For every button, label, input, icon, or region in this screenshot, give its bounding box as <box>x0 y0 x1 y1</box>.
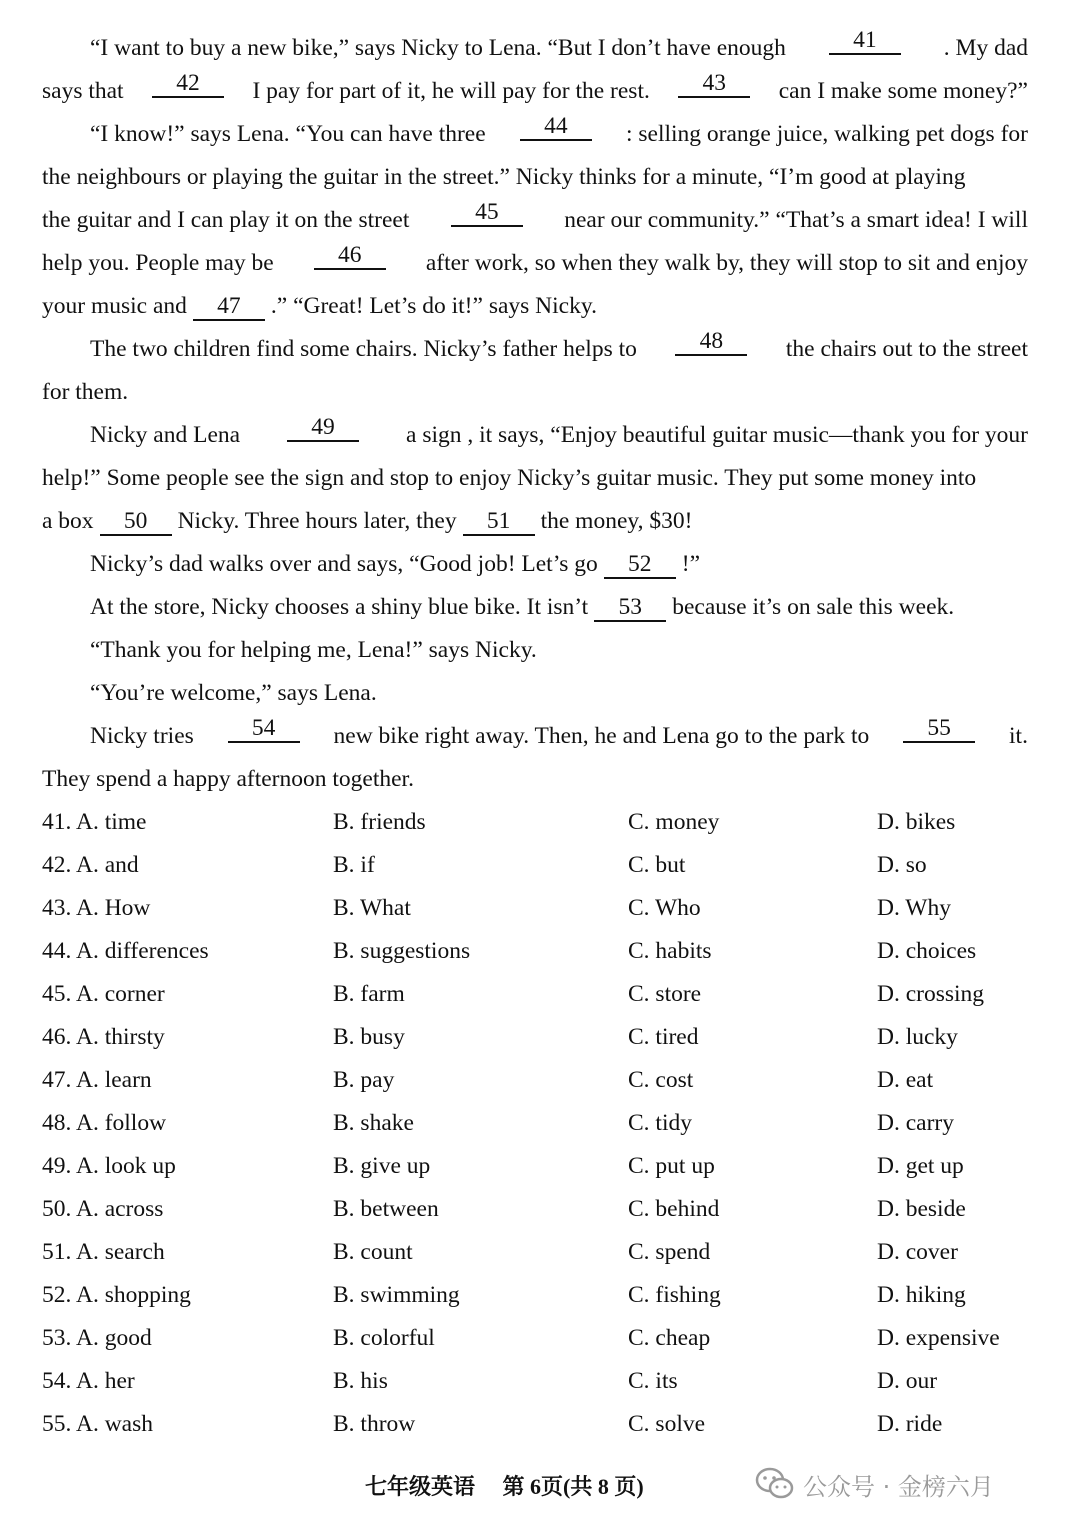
option-b: B. between <box>333 1196 439 1222</box>
blank-49: 49 <box>287 414 359 442</box>
option-c: C. behind <box>628 1196 720 1222</box>
option-a-cell <box>42 844 139 887</box>
option-b: B. give up <box>333 1153 431 1179</box>
passage-text: “You’re welcome,” says Lena. <box>90 680 377 706</box>
question-row-41 <box>42 801 1032 844</box>
option-c: C. habits <box>628 938 712 964</box>
passage-text: help you. People may be <box>42 250 274 276</box>
passage-text: They spend a happy afternoon together. <box>42 766 414 792</box>
passage-line <box>42 27 1028 70</box>
option-c: C. but <box>628 852 686 878</box>
passage-text: after work, so when they walk by, they will stop to sit and enjoy <box>425 250 1028 276</box>
option-b-cell <box>333 1059 394 1102</box>
option-b: B. pay <box>333 1067 395 1093</box>
question-number: 44. <box>42 938 72 964</box>
footer-subject: 七年级英语 <box>365 1474 476 1499</box>
option-c: C. its <box>628 1368 678 1394</box>
question-row-50 <box>42 1188 1032 1231</box>
option-a-cell <box>42 801 146 844</box>
option-b-cell <box>333 1360 388 1403</box>
passage-line <box>42 500 1028 543</box>
passage-text: your music and <box>42 293 187 319</box>
question-row-51 <box>42 1231 1032 1274</box>
question-row-43 <box>42 887 1032 930</box>
option-a: A. thirsty <box>75 1024 165 1050</box>
option-d: D. Why <box>877 895 951 921</box>
option-a-cell <box>42 1274 191 1317</box>
option-a-cell <box>42 1016 165 1059</box>
passage-text: . My dad <box>943 35 1028 61</box>
option-b: B. throw <box>333 1411 416 1437</box>
question-number: 53. <box>42 1325 72 1351</box>
option-d-cell <box>877 1188 966 1231</box>
option-c: C. cheap <box>628 1325 711 1351</box>
blank-51: 51 <box>463 508 535 536</box>
passage-text: a box <box>42 508 94 534</box>
passage-line <box>42 156 1028 199</box>
option-b: B. busy <box>333 1024 405 1050</box>
blank-52: 52 <box>604 551 676 579</box>
option-a: A. time <box>75 809 147 835</box>
option-b: B. his <box>333 1368 388 1394</box>
question-row-52 <box>42 1274 1032 1317</box>
passage-line <box>42 672 1028 715</box>
blank-44: 44 <box>520 113 592 141</box>
blank-46: 46 <box>314 242 386 270</box>
question-number: 45. <box>42 981 72 1007</box>
option-a-cell <box>42 1145 176 1188</box>
passage-line <box>42 758 1028 801</box>
option-d-cell <box>877 1016 958 1059</box>
blank-41: 41 <box>829 27 901 55</box>
option-d: D. beside <box>877 1196 966 1222</box>
option-a: A. across <box>75 1196 164 1222</box>
option-b-cell <box>333 844 375 887</box>
option-c-cell <box>628 1360 678 1403</box>
option-a: A. search <box>75 1239 165 1265</box>
option-c: C. spend <box>628 1239 711 1265</box>
option-b-cell <box>333 1145 430 1188</box>
blank-48: 48 <box>675 328 747 356</box>
option-a: A. How <box>75 895 151 921</box>
option-b-cell <box>333 1274 460 1317</box>
passage-line <box>42 586 1028 629</box>
passage-text: the neighbours or playing the guitar in the street.” Nicky thinks for a minute, “I’m good at playing <box>42 164 966 190</box>
option-b-cell <box>333 1231 413 1274</box>
passage-line <box>42 371 1028 414</box>
option-d-cell <box>877 930 976 973</box>
passage-line <box>42 629 1028 672</box>
question-row-44 <box>42 930 1032 973</box>
question-row-54 <box>42 1360 1032 1403</box>
option-c: C. store <box>628 981 702 1007</box>
option-b-cell <box>333 801 426 844</box>
footer-page-number: 第 6页(共 8 页) <box>502 1474 644 1499</box>
blank-50: 50 <box>100 508 172 536</box>
option-d-cell <box>877 1059 933 1102</box>
option-a: A. learn <box>75 1067 152 1093</box>
option-d: D. eat <box>877 1067 934 1093</box>
option-a: A. shopping <box>75 1282 191 1308</box>
option-d-cell <box>877 1274 966 1317</box>
option-c: C. money <box>628 809 720 835</box>
option-a-cell <box>42 1403 153 1446</box>
question-row-48 <box>42 1102 1032 1145</box>
option-a: A. good <box>75 1325 152 1351</box>
option-c-cell <box>628 1102 692 1145</box>
passage-text: says that <box>42 78 124 104</box>
option-d-cell <box>877 1403 942 1446</box>
passage-line <box>42 715 1028 758</box>
option-c-cell <box>628 887 701 930</box>
option-d: D. carry <box>877 1110 954 1136</box>
question-number: 51. <box>42 1239 72 1265</box>
option-b-cell <box>333 1188 439 1231</box>
option-c: C. fishing <box>628 1282 721 1308</box>
option-d: D. cover <box>877 1239 958 1265</box>
passage-text: because it’s on sale this week. <box>672 594 955 620</box>
option-d-cell <box>877 1145 964 1188</box>
passage-text: the guitar and I can play it on the street <box>42 207 410 233</box>
option-c-cell <box>628 1231 710 1274</box>
passage-text: the money, $30! <box>540 508 693 534</box>
option-d: D. expensive <box>877 1325 1000 1351</box>
passage-line <box>42 414 1028 457</box>
passage-text: Nicky tries <box>90 723 194 749</box>
option-a: A. differences <box>75 938 209 964</box>
blank-43: 43 <box>678 70 750 98</box>
option-a-cell <box>42 1102 166 1145</box>
option-d: D. bikes <box>877 809 956 835</box>
option-d-cell <box>877 1317 1000 1360</box>
option-a-cell <box>42 930 209 973</box>
question-number: 43. <box>42 895 72 921</box>
passage-text: for them. <box>42 379 129 405</box>
question-number: 42. <box>42 852 72 878</box>
option-c: C. Who <box>628 895 701 921</box>
passage-text: “I want to buy a new bike,” says Nicky to Lena. “But I don’t have enough <box>90 35 786 61</box>
option-c-cell <box>628 1188 719 1231</box>
option-a-cell <box>42 1188 163 1231</box>
option-b-cell <box>333 930 470 973</box>
passage-line <box>42 457 1028 500</box>
option-d: D. so <box>877 852 927 878</box>
passage-text: can I make some money?” <box>778 78 1028 104</box>
question-number: 46. <box>42 1024 72 1050</box>
passage-text: Nicky. Three hours later, they <box>177 508 457 534</box>
question-number: 41. <box>42 809 72 835</box>
option-a: A. her <box>75 1368 135 1394</box>
page-footer <box>365 1467 644 1507</box>
option-a-cell <box>42 1317 152 1360</box>
question-number: 47. <box>42 1067 72 1093</box>
passage-line <box>42 285 1028 328</box>
blank-42: 42 <box>152 70 224 98</box>
option-c-cell <box>628 844 685 887</box>
option-c: C. cost <box>628 1067 694 1093</box>
option-a: A. corner <box>75 981 165 1007</box>
passage-text: near our community.” “That’s a smart idea! I will <box>564 207 1028 233</box>
passage-line <box>42 328 1028 371</box>
option-c-cell <box>628 1145 715 1188</box>
option-a: A. follow <box>75 1110 167 1136</box>
option-c-cell <box>628 1403 705 1446</box>
option-d: D. ride <box>877 1411 943 1437</box>
passage-line <box>42 113 1028 156</box>
blank-54: 54 <box>228 715 300 743</box>
question-number: 54. <box>42 1368 72 1394</box>
option-d-cell <box>877 1102 954 1145</box>
passage-text: new bike right away. Then, he and Lena go to the park to <box>333 723 870 749</box>
watermark-text: 公众号 · 金榜六月 <box>803 1472 994 1501</box>
option-d-cell <box>877 844 927 887</box>
option-b: B. suggestions <box>333 938 471 964</box>
option-d: D. our <box>877 1368 938 1394</box>
question-number: 48. <box>42 1110 72 1136</box>
option-b: B. shake <box>333 1110 414 1136</box>
option-b: B. friends <box>333 809 426 835</box>
option-b: B. colorful <box>333 1325 435 1351</box>
option-d-cell <box>877 1360 937 1403</box>
option-a-cell <box>42 1059 152 1102</box>
question-row-45 <box>42 973 1032 1016</box>
passage-line <box>42 242 1028 285</box>
option-c: C. tidy <box>628 1110 692 1136</box>
question-row-42 <box>42 844 1032 887</box>
question-row-55 <box>42 1403 1032 1446</box>
option-a: A. look up <box>75 1153 176 1179</box>
option-a: A. wash <box>75 1411 153 1437</box>
blank-55: 55 <box>903 715 975 743</box>
option-b-cell <box>333 973 405 1016</box>
question-number: 50. <box>42 1196 72 1222</box>
option-c-cell <box>628 1274 721 1317</box>
option-b: B. What <box>333 895 411 921</box>
option-d: D. get up <box>877 1153 964 1179</box>
blank-47: 47 <box>193 293 265 321</box>
wechat-icon <box>755 1467 795 1501</box>
passage-text: Nicky and Lena <box>90 422 241 448</box>
option-c: C. tired <box>628 1024 699 1050</box>
passage-text: Nicky’s dad walks over and says, “Good job! Let’s go <box>90 551 598 577</box>
option-b-cell <box>333 1102 414 1145</box>
question-row-46 <box>42 1016 1032 1059</box>
passage-text: it. <box>1009 723 1028 749</box>
option-a-cell <box>42 973 165 1016</box>
passage-text: the chairs out to the street <box>785 336 1028 362</box>
option-a: A. and <box>75 852 139 878</box>
passage-text: : selling orange juice, walking pet dogs for <box>625 121 1028 147</box>
option-b: B. farm <box>333 981 405 1007</box>
option-c-cell <box>628 1317 710 1360</box>
option-d-cell <box>877 887 951 930</box>
question-number: 49. <box>42 1153 72 1179</box>
blank-53: 53 <box>594 594 666 622</box>
passage-line <box>42 543 1028 586</box>
blank-45: 45 <box>451 199 523 227</box>
passage-text: “Thank you for helping me, Lena!” says Nicky. <box>90 637 537 663</box>
option-a-cell <box>42 1360 135 1403</box>
option-c-cell <box>628 801 719 844</box>
option-b-cell <box>333 1317 435 1360</box>
option-b-cell <box>333 1403 415 1446</box>
question-row-53 <box>42 1317 1032 1360</box>
option-a-cell <box>42 887 150 930</box>
passage-line <box>42 199 1028 242</box>
option-d: D. lucky <box>877 1024 958 1050</box>
option-b-cell <box>333 887 411 930</box>
passage-text: help!” Some people see the sign and stop to enjoy Nicky’s guitar music. They put some money into <box>42 465 977 491</box>
option-c-cell <box>628 973 701 1016</box>
option-d: D. crossing <box>877 981 985 1007</box>
option-b: B. swimming <box>333 1282 460 1308</box>
passage-text: .” “Great! Let’s do it!” says Nicky. <box>270 293 597 319</box>
passage-text: The two children find some chairs. Nicky’s father helps to <box>90 336 637 362</box>
option-c-cell <box>628 1016 699 1059</box>
passage-line <box>42 70 1028 113</box>
question-row-49 <box>42 1145 1032 1188</box>
passage-text: At the store, Nicky chooses a shiny blue bike. It isn’t <box>90 594 589 620</box>
option-b: B. count <box>333 1239 413 1265</box>
question-number: 52. <box>42 1282 72 1308</box>
passage-text: a sign , it says, “Enjoy beautiful guitar music—thank you for your <box>406 422 1028 448</box>
passage-text: I pay for part of it, he will pay for the rest. <box>252 78 650 104</box>
watermark <box>755 1462 994 1506</box>
question-row-47 <box>42 1059 1032 1102</box>
option-b-cell <box>333 1016 405 1059</box>
passage-text: “I know!” says Lena. “You can have three <box>90 121 486 147</box>
option-d-cell <box>877 801 955 844</box>
option-d-cell <box>877 1231 958 1274</box>
option-b: B. if <box>333 852 375 878</box>
option-a-cell <box>42 1231 165 1274</box>
option-c: C. solve <box>628 1411 706 1437</box>
option-c: C. put up <box>628 1153 715 1179</box>
option-d: D. hiking <box>877 1282 966 1308</box>
option-c-cell <box>628 1059 693 1102</box>
question-number: 55. <box>42 1411 72 1437</box>
option-d: D. choices <box>877 938 977 964</box>
option-c-cell <box>628 930 712 973</box>
option-d-cell <box>877 973 984 1016</box>
passage-text: !” <box>681 551 701 577</box>
